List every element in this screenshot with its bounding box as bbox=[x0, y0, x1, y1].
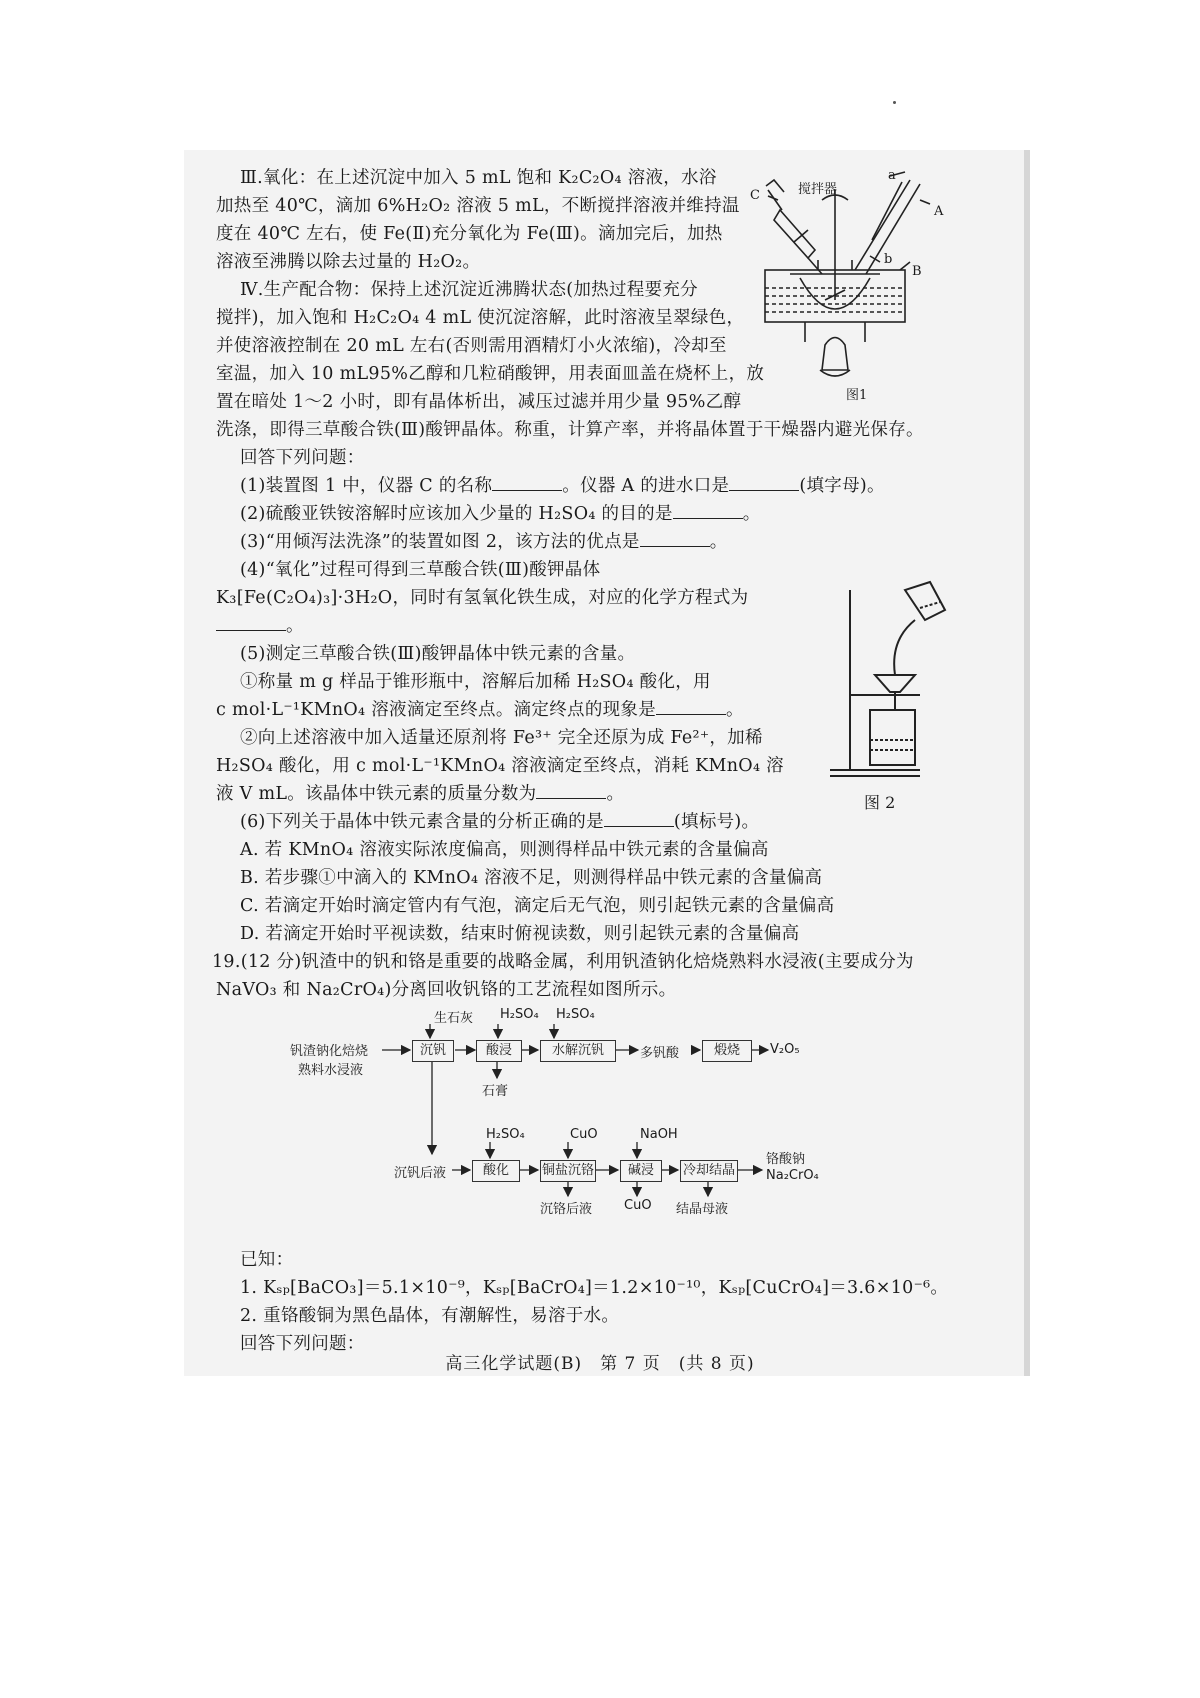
q2-text-a: (2)硫酸亚铁铵溶解时应该加入少量的 H₂SO₄ 的目的是 bbox=[240, 504, 673, 524]
question-6 bbox=[240, 810, 759, 834]
figure-1-apparatus bbox=[760, 170, 1010, 410]
text-line: NaVO₃ 和 Na₂CrO₄)分离回收钒铬的工艺流程如图所示。 bbox=[216, 980, 677, 1000]
page-footer: 高三化学试题(B) 第 7 页 (共 8 页) bbox=[445, 1354, 755, 1374]
text-line: ②向上述溶液中加入适量还原剂将 Fe³⁺ 完全还原为成 Fe²⁺，加稀 bbox=[240, 728, 763, 748]
flow-box-suanjin: 酸浸 bbox=[476, 1040, 522, 1062]
answer-blank[interactable] bbox=[536, 784, 606, 799]
scan-speck bbox=[893, 101, 896, 104]
flow-box-duanshao: 煅烧 bbox=[702, 1040, 752, 1062]
q5-text-end: 。 bbox=[726, 700, 744, 720]
label-stirrer: 搅拌器 bbox=[798, 182, 838, 197]
q5-text-end: 。 bbox=[606, 784, 625, 804]
label-b-lower: b bbox=[884, 252, 893, 267]
known-fact: 2. 重铬酸铜为黑色晶体，有潮解性，易溶于水。 bbox=[240, 1306, 620, 1326]
q6-text-b: (填标号)。 bbox=[673, 812, 760, 832]
answer-blank[interactable] bbox=[729, 476, 799, 491]
q3-text-b: 。 bbox=[709, 532, 728, 552]
flow-box-tongyan: 铜盐沉铬 bbox=[540, 1160, 596, 1182]
flow-box-lengque: 冷却结晶 bbox=[680, 1160, 738, 1182]
flow-add-h2so4: H₂SO₄ bbox=[556, 1007, 595, 1022]
flow-duofansuan: 多钒酸 bbox=[640, 1046, 680, 1061]
answer-blank[interactable] bbox=[216, 616, 286, 631]
text-line: 置在暗处 1～2 小时，即有晶体析出，减压过滤并用少量 95%乙醇 bbox=[216, 392, 742, 412]
flow-chenge-houye: 沉铬后液 bbox=[540, 1202, 593, 1217]
label-a-lower: a bbox=[888, 168, 896, 183]
question-5-1 bbox=[216, 698, 744, 722]
question-2 bbox=[240, 502, 761, 526]
q2-text-b: 。 bbox=[742, 504, 761, 524]
flow-box-jianjin: 碱浸 bbox=[620, 1160, 662, 1182]
flow-box-shuijie: 水解沉钒 bbox=[540, 1040, 616, 1062]
answer-blank[interactable] bbox=[640, 532, 710, 547]
option-c[interactable]: C. 若滴定开始时滴定管内有气泡，滴定后无气泡，则引起铁元素的含量偏高 bbox=[240, 896, 835, 916]
text-line: 搅拌)，加入饱和 H₂C₂O₄ 4 mL 使沉淀溶解，此时溶液呈翠绿色， bbox=[216, 308, 745, 328]
flow-add-lime: 生石灰 bbox=[434, 1011, 474, 1026]
flow-shigao: 石膏 bbox=[482, 1084, 509, 1099]
flow-feed-label bbox=[290, 1040, 368, 1078]
answer-blank[interactable] bbox=[492, 476, 562, 491]
flow-jiejing-muye: 结晶母液 bbox=[676, 1202, 729, 1217]
answer-blank[interactable] bbox=[656, 700, 726, 715]
label-b-upper: B bbox=[912, 264, 922, 279]
text-line: ①称量 m g 样品于锥形瓶中，溶解后加稀 H₂SO₄ 酸化，用 bbox=[240, 672, 711, 692]
flow-add-h2so4: H₂SO₄ bbox=[486, 1127, 525, 1142]
question-19-title: 19.(12 分)钒渣中的钒和铬是重要的战略金属，利用钒渣钠化焙烧熟料水浸液(主要成分为 bbox=[212, 952, 914, 972]
text-line: (4)“氧化”过程可得到三草酸合铁(Ⅲ)酸钾晶体 bbox=[240, 560, 601, 580]
figure-2-decantation bbox=[820, 580, 950, 780]
flow-add-cuo: CuO bbox=[570, 1127, 598, 1142]
prompt: 回答下列问题： bbox=[240, 1334, 365, 1354]
text-line: 加热至 40℃，滴加 6%H₂O₂ 溶液 5 mL，不断搅拌溶液并维持温 bbox=[216, 196, 740, 216]
q6-text-a: (6)下列关于晶体中铁元素含量的分析正确的是 bbox=[240, 812, 604, 832]
option-b[interactable]: B. 若步骤①中滴入的 KMnO₄ 溶液不足，则测得样品中铁元素的含量偏高 bbox=[240, 868, 823, 888]
flow-product bbox=[766, 1152, 819, 1184]
flow-box-chenfan: 沉钒 bbox=[412, 1040, 454, 1062]
flow-feed-line2: 熟料水浸液 bbox=[298, 1063, 364, 1078]
q5-text: c mol·L⁻¹KMnO₄ 溶液滴定至终点。滴定终点的现象是 bbox=[216, 700, 657, 720]
answer-blank[interactable] bbox=[604, 812, 674, 827]
known-title: 已知： bbox=[240, 1250, 294, 1270]
option-a[interactable]: A. 若 KMnO₄ 溶液实际浓度偏高，则测得样品中铁元素的含量偏高 bbox=[240, 840, 769, 860]
text-line: Ⅳ.生产配合物：保持上述沉淀近沸腾状态(加热过程要充分 bbox=[240, 280, 698, 300]
flow-add-h2so4: H₂SO₄ bbox=[500, 1007, 539, 1022]
option-d[interactable]: D. 若滴定开始时平视读数，结束时俯视读数，则引起铁元素的含量偏高 bbox=[240, 924, 800, 944]
flow-add-naoh: NaOH bbox=[640, 1127, 678, 1142]
figure-1-caption: 图1 bbox=[846, 388, 868, 403]
flow-chenfan-houye: 沉钒后液 bbox=[394, 1166, 447, 1181]
text-line: 洗涤，即得三草酸合铁(Ⅲ)酸钾晶体。称重，计算产率，并将晶体置于干燥器内避光保存。 bbox=[216, 420, 924, 440]
q1-text-c: (填字母)。 bbox=[799, 476, 885, 496]
text-line: 度在 40℃ 左右，使 Fe(Ⅱ)充分氧化为 Fe(Ⅲ)。滴加完后，加热 bbox=[216, 224, 723, 244]
flow-v2o5: V₂O₅ bbox=[770, 1042, 800, 1057]
flow-product-line2: Na₂CrO₄ bbox=[766, 1168, 819, 1183]
flow-feed-line1: 钒渣钠化焙烧 bbox=[290, 1044, 369, 1059]
text-line: (5)测定三草酸合铁(Ⅲ)酸钾晶体中铁元素的含量。 bbox=[240, 644, 636, 664]
figure-2-caption: 图 2 bbox=[864, 793, 896, 812]
q3-text-a: (3)“用倾泻法洗涤”的装置如图 2，该方法的优点是 bbox=[240, 532, 640, 552]
text-line: 室温，加入 10 mL95%乙醇和几粒硝酸钾，用表面皿盖在烧杯上，放 bbox=[216, 364, 765, 384]
text-line: H₂SO₄ 酸化，用 c mol·L⁻¹KMnO₄ 溶液滴定至终点，消耗 KMnO₄ 溶 bbox=[216, 756, 784, 776]
question-3 bbox=[240, 530, 728, 554]
question-5-2 bbox=[216, 782, 624, 806]
question-1 bbox=[240, 474, 885, 498]
text-line: 并使溶液控制在 20 mL 左右(否则需用酒精灯小火浓缩)，冷却至 bbox=[216, 336, 727, 356]
q1-text-b: 。仪器 A 的进水口是 bbox=[562, 476, 730, 496]
flow-product-line1: 铬酸钠 bbox=[766, 1152, 806, 1167]
known-ksp: 1. Kₛₚ[BaCO₃]＝5.1×10⁻⁹，Kₛₚ[BaCrO₄]＝1.2×10⁻¹⁰，Kₛₚ[CuCrO₄]＝3.6×10⁻⁶。 bbox=[240, 1278, 949, 1298]
q1-text-a: (1)装置图 1 中，仪器 C 的名称 bbox=[240, 476, 493, 496]
prompt: 回答下列问题： bbox=[240, 448, 365, 468]
flow-box-suanhua: 酸化 bbox=[472, 1160, 520, 1182]
label-a-upper: A bbox=[934, 204, 944, 219]
question-4-answer bbox=[216, 614, 304, 638]
label-c: C bbox=[750, 188, 760, 203]
text-line: Ⅲ.氧化：在上述沉淀中加入 5 mL 饱和 K₂C₂O₄ 溶液，水浴 bbox=[240, 168, 717, 188]
text-line: K₃[Fe(C₂O₄)₃]·3H₂O，同时有氢氧化铁生成，对应的化学方程式为 bbox=[216, 588, 749, 608]
answer-blank[interactable] bbox=[673, 504, 743, 519]
q5-text: 液 V mL。该晶体中铁元素的质量分数为 bbox=[216, 784, 537, 804]
q4-text-end: 。 bbox=[286, 616, 304, 636]
text-line: 溶液至沸腾以除去过量的 H₂O₂。 bbox=[216, 252, 481, 272]
flow-out-cuo: CuO bbox=[624, 1198, 652, 1213]
